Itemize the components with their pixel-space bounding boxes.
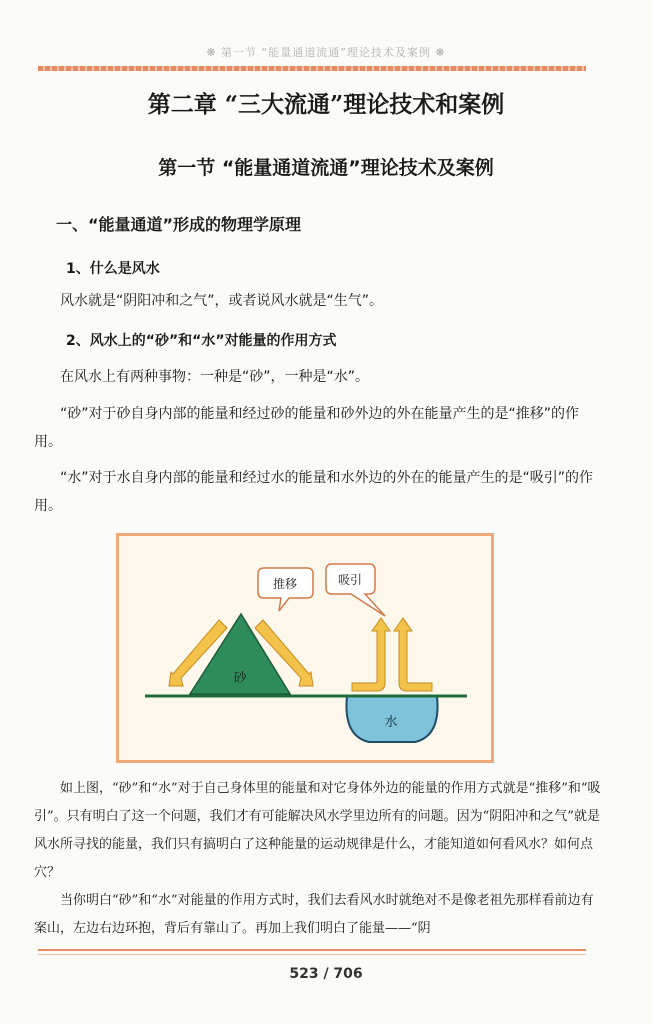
push-bubble-label: 推移 (272, 577, 298, 591)
section-title: 第一节 “能量通道流通”理论技术及案例 (158, 157, 494, 179)
subheading-what-is-fengshui: 1、什么是风水 (66, 261, 160, 277)
paragraph-continuation: 当你明白“砂”和“水”对能量的作用方式时，我们去看风水时就绝对不是像老祖先那样看前边有案山，左边右边环抱，背后有靠山了。再加上我们明白了能量——“阴 (34, 893, 594, 936)
page-number: 523 / 706 (289, 966, 363, 982)
paragraph-fengshui-definition: 风水就是“阴阳冲和之气”，或者说风水就是“生气”。 (60, 293, 384, 309)
pull-arrow-left (352, 618, 390, 691)
header-rule (38, 66, 586, 71)
footer-rule-thin (38, 954, 586, 955)
sand-water-diagram (116, 533, 494, 763)
pull-bubble-label: 吸引 (337, 573, 363, 587)
paragraph-sand-push: “砂”对于砂自身内部的能量和经过砂的能量和砂外边的外在能量产生的是“推移”的作用。 (34, 406, 580, 450)
heading-physics-principle: 一、“能量通道”形成的物理学原理 (56, 215, 302, 234)
mountain-label: 砂 (233, 671, 247, 686)
footer-rule (38, 949, 586, 951)
water-label: 水 (384, 715, 398, 730)
pull-speech-bubble (326, 564, 385, 616)
chapter-title: 第二章 “三大流通”理论技术和案例 (147, 91, 505, 118)
paragraph-explanation: 如上图，“砂”和“水”对于自己身体里的能量和对它身体外边的能量的作用方式就是“推移”和“吸引”。只有明白了这一个问题，我们才有可能解决风水学里边所有的问题。因为“阴阳冲和之气”就是风水所寻找的能量，我们只有搞明白了这种能量的运动规律是什么，才能知道如何看风水？如何点穴？ (34, 781, 601, 880)
running-header: ❋ 第一节 “能量通道流通”理论技术及案例 ❋ (206, 46, 446, 59)
pull-arrow-right (394, 618, 432, 691)
paragraph-two-things: 在风水上有两种事物：一种是“砂”，一种是“水”。 (60, 369, 370, 385)
diagram-svg (119, 536, 491, 760)
subheading-sand-and-water: 2、风水上的“砂”和“水”对能量的作用方式 (66, 333, 337, 349)
paragraph-water-pull: “水”对于水自身内部的能量和经过水的能量和水外边的外在的能量产生的是“吸引”的作用。 (34, 470, 594, 514)
